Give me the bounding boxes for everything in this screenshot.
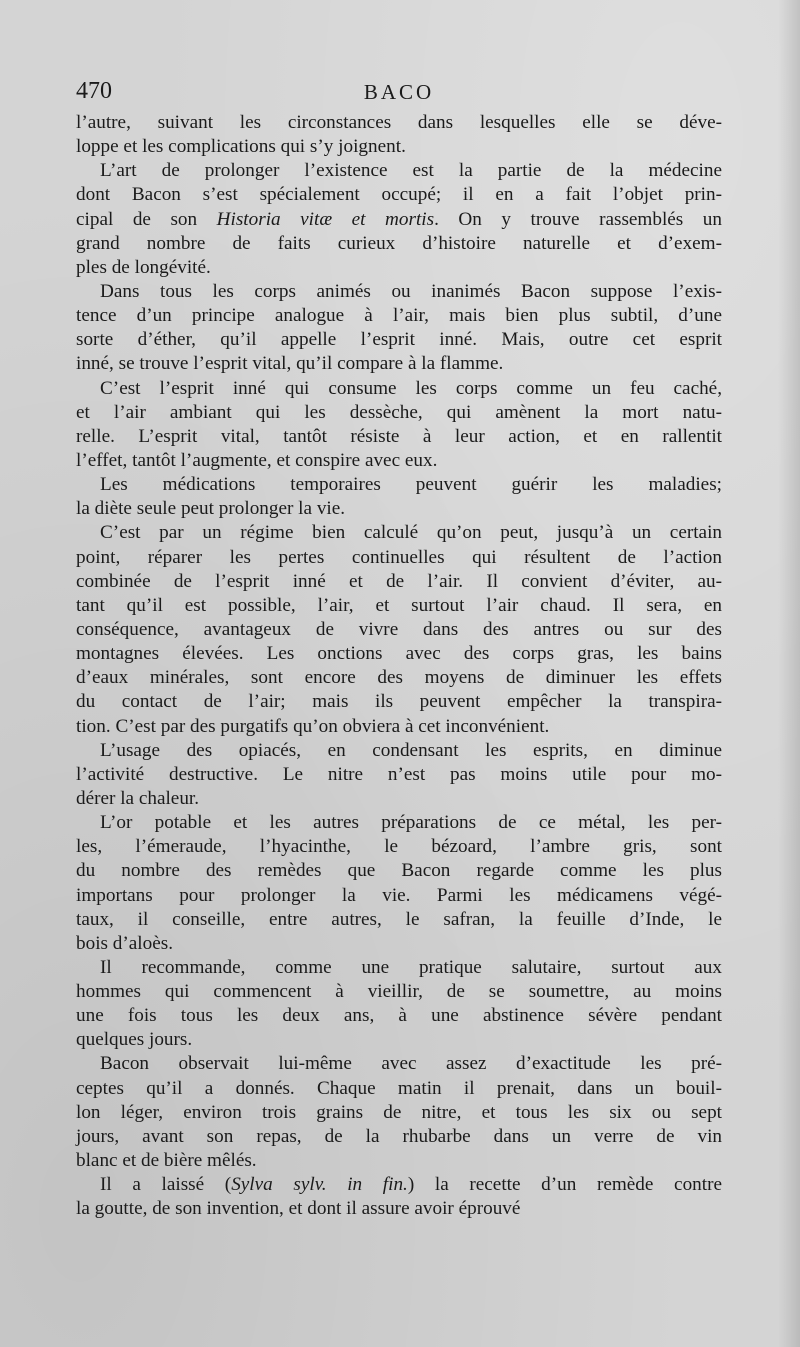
text-line: inné, se trouve l’esprit vital, qu’il compare à la flamme. bbox=[76, 353, 504, 375]
text-line: loppe et les complications qui s’y joignent. bbox=[76, 136, 406, 158]
text-line bbox=[76, 208, 722, 232]
italic-title: Historia vitæ et mortis bbox=[216, 208, 435, 230]
text-line: taux, il conseille, entre autres, le safran, la feuille d’Inde, le bbox=[76, 908, 722, 930]
text-line: relle. L’esprit vital, tantôt résiste à leur action, et en rallentit bbox=[76, 425, 722, 447]
text-line: point, réparer les pertes continuelles qui résultent de l’action bbox=[76, 546, 722, 568]
text-line: C’est par un régime bien calculé qu’on peut, jusqu’à un certain bbox=[100, 522, 722, 544]
text-line: Les médications temporaires peuvent guérir les maladies; bbox=[100, 474, 722, 496]
text-line: l’activité destructive. Le nitre n’est pas moins utile pour mo- bbox=[76, 763, 722, 785]
page-edge-shadow bbox=[778, 0, 800, 1347]
text-line: du contact de l’air; mais ils peuvent empêcher la transpira- bbox=[76, 691, 722, 713]
text-line: Bacon observait lui-même avec assez d’exactitude les pré- bbox=[100, 1053, 722, 1075]
text-line: L’art de prolonger l’existence est la partie de la médecine bbox=[100, 160, 722, 182]
text-line: hommes qui commencent à vieillir, de se soumettre, au moins bbox=[76, 981, 722, 1003]
text-line: grand nombre de faits curieux d’histoire naturelle et d’exem- bbox=[76, 232, 722, 254]
text-line: du nombre des remèdes que Bacon regarde comme les plus bbox=[76, 860, 722, 882]
text-line: et l’air ambiant qui les dessèche, qui amènent la mort natu- bbox=[76, 401, 722, 423]
text-segment: . On y trouve rassemblés un bbox=[434, 208, 722, 230]
text-line: la goutte, de son invention, et dont il assure avoir éprouvé bbox=[76, 1198, 521, 1220]
text-line: L’or potable et les autres préparations de ce métal, les per- bbox=[100, 812, 722, 834]
text-line: tion. C’est par des purgatifs qu’on obviera à cet inconvénient. bbox=[76, 715, 550, 737]
text-line: Dans tous les corps animés ou inanimés Bacon suppose l’exis- bbox=[100, 280, 722, 302]
text-line: Il recommande, comme une pratique salutaire, surtout aux bbox=[100, 956, 722, 978]
text-line: d’eaux minérales, sont encore des moyens de diminuer les effets bbox=[76, 667, 722, 689]
text-line: ceptes qu’il a donnés. Chaque matin il prenait, dans un bouil- bbox=[76, 1077, 722, 1099]
text-line: une fois tous les deux ans, à une abstinence sévère pendant bbox=[76, 1005, 722, 1027]
italic-title: Sylva sylv. in fin. bbox=[231, 1174, 408, 1196]
text-line: l’autre, suivant les circonstances dans lesquelles elle se déve- bbox=[76, 112, 722, 133]
text-line: la diète seule peut prolonger la vie. bbox=[76, 498, 346, 520]
text-line: lon léger, environ trois grains de nitre, et tous les six ou sept bbox=[76, 1101, 722, 1123]
text-line: dérer la chaleur. bbox=[76, 787, 200, 809]
text-line: tant qu’il est possible, l’air, et surtout l’air chaud. Il sera, en bbox=[76, 594, 722, 616]
page-number: 470 bbox=[76, 78, 112, 104]
text-line: L’usage des opiacés, en condensant les esprits, en diminue bbox=[100, 739, 722, 761]
text-segment: Il a laissé ( bbox=[100, 1174, 232, 1196]
text-line: quelques jours. bbox=[76, 1029, 193, 1051]
text-line bbox=[76, 1173, 722, 1197]
text-line: dont Bacon s’est spécialement occupé; il en a fait l’objet prin- bbox=[76, 184, 722, 206]
text-segment: cipal de son bbox=[76, 208, 217, 230]
text-segment: ) la recette d’un remède contre bbox=[407, 1174, 722, 1196]
running-head: BACO bbox=[363, 80, 435, 104]
text-line: C’est l’esprit inné qui consume les corps comme un feu caché, bbox=[100, 377, 722, 399]
text-line: combinée de l’esprit inné et de l’air. Il convient d’éviter, au- bbox=[76, 570, 722, 592]
text-line: conséquence, avantageux de vivre dans des antres ou sur des bbox=[76, 618, 722, 640]
text-line: l’effet, tantôt l’augmente, et conspire avec eux. bbox=[76, 449, 438, 471]
text-line: les, l’émeraude, l’hyacinthe, le bézoard, l’ambre gris, sont bbox=[76, 836, 722, 858]
text-line: bois d’aloès. bbox=[76, 932, 173, 954]
text-line: sorte d’éther, qu’il appelle l’esprit inné. Mais, outre cet esprit bbox=[76, 329, 722, 351]
text-line: importans pour prolonger la vie. Parmi les médicamens végé- bbox=[76, 884, 722, 906]
text-line: montagnes élevées. Les onctions avec des corps gras, les bains bbox=[76, 643, 722, 665]
text-line: ples de longévité. bbox=[76, 256, 211, 278]
body-text bbox=[76, 111, 722, 1221]
text-line: blanc et de bière mêlés. bbox=[76, 1150, 257, 1172]
text-line: tence d’un principe analogue à l’air, mais bien plus subtil, d’une bbox=[76, 305, 722, 327]
page-header bbox=[76, 78, 722, 108]
text-line: jours, avant son repas, de la rhubarbe dans un verre de vin bbox=[76, 1125, 722, 1147]
